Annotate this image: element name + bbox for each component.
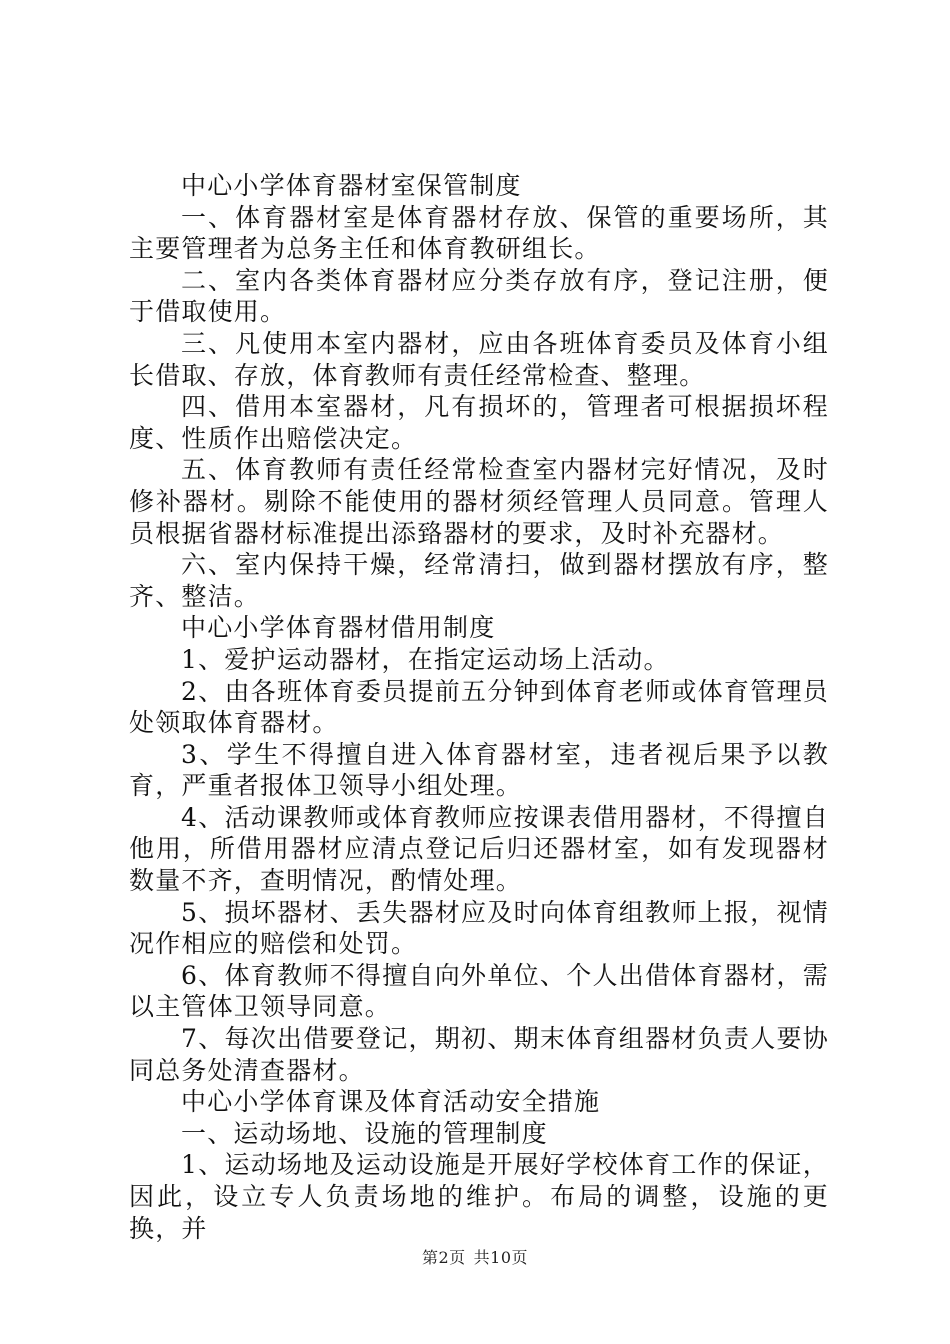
paragraph: 六、室内保持干燥，经常清扫，做到器材摆放有序，整齐、整洁。: [129, 550, 829, 611]
page-total: 共10页: [473, 1248, 529, 1267]
section-title: 中心小学体育器材借用制度: [181, 613, 496, 643]
paragraph: 3、学生不得擅自进入体育器材室，违者视后果予以教育，严重者报体卫领导小组处理。: [129, 739, 829, 801]
section-title: 中心小学体育器材室保管制度: [181, 171, 522, 200]
paragraph: 7、每次出借要登记，期初、期末体育组器材负责人要协同总务处清查器材。: [129, 1024, 829, 1085]
document-body: [129, 170, 829, 1244]
page-number: 第2页: [421, 1248, 466, 1267]
paragraph: 6、体育教师不得擅自向外单位、个人出借体育器材，需以主管体卫领导同意。: [129, 960, 829, 1022]
paragraph: 1、爱护运动器材，在指定运动场上活动。: [181, 644, 670, 674]
paragraph: 三、凡使用本室内器材，应由各班体育委员及体育小组长借取、存放，体育教师有责任经常检查、整理。: [129, 328, 829, 390]
paragraph: 二、室内各类体育器材应分类存放有序，登记注册，便于借取使用。: [129, 265, 829, 327]
page-footer: [0, 1245, 950, 1268]
paragraph: 2、由各班体育委员提前五分钟到体育老师或体育管理员处领取体育器材。: [129, 676, 829, 738]
paragraph: 一、体育器材室是体育器材存放、保管的重要场所，其主要管理者为总务主任和体育教研组长。: [129, 202, 829, 264]
paragraph: 5、损坏器材、丢失器材应及时向体育组教师上报，视情况作相应的赔偿和处罚。: [129, 897, 829, 959]
paragraph: 五、体育教师有责任经常检查室内器材完好情况，及时修补器材。剔除不能使用的器材须经管理人员同意。管理人员根据省器材标准提出添臵器材的要求，及时补充器材。: [129, 455, 829, 548]
paragraph: 4、活动课教师或体育教师应按课表借用器材，不得擅自他用，所借用器材应清点登记后归还器材室，如有发现器材数量不齐，查明情况，酌情处理。: [129, 802, 829, 896]
paragraph: 四、借用本室器材，凡有损坏的，管理者可根据损坏程度、性质作出赔偿决定。: [129, 392, 829, 453]
subsection-title: 一、运动场地、设施的管理制度: [181, 1118, 548, 1148]
paragraph: 1、运动场地及运动设施是开展好学校体育工作的保证，因此，设立专人负责场地的维护。布局的调整，设施的更换，并: [129, 1150, 829, 1243]
section-title: 中心小学体育课及体育活动安全措施: [181, 1087, 601, 1117]
